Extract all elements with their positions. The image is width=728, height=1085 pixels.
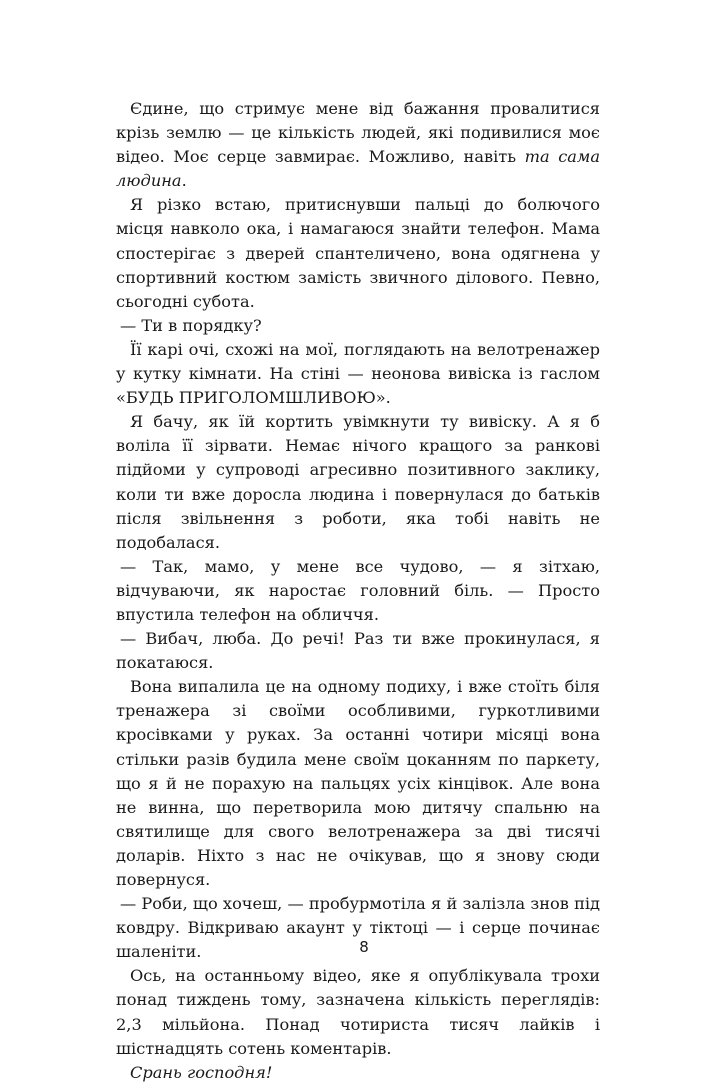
paragraph-10: Ось, на останньому відео, яке я опублікувала трохи понад тиждень тому, зазначена кількість переглядів: 2,3 мільйона. Понад чотириста тисяч лайків і шістнадцять сотень коментарів. [116, 966, 600, 1058]
paragraph-3-dialogue: — Ти в порядку? [120, 315, 262, 335]
paragraph-1-italic: та сама людина [116, 147, 600, 191]
paragraph-5: Я бачу, як їй кортить увімкнути ту вивіску. А я б воліла її зірвати. Немає нічого кращого за ранкові підйоми у супроводі агресивно позитивного заклику, коли ти вже доросла людина і повернулася до батьків після звільнення з роботи, яка тобі навіть не подобалася. [116, 412, 600, 552]
paragraph-7-dialogue: — Вибач, люба. До речі! Раз ти вже прокинулася, я покатаюся. [116, 629, 600, 673]
paragraph-1-tail: . [181, 171, 187, 191]
paragraph-1 [116, 97, 600, 193]
body-text [116, 97, 600, 1085]
page-number: 8 [359, 938, 369, 956]
paragraph-8: Вона випалила це на одному подиху, і вже стоїть біля тренажера зі своїми особливими, гуркотливими кросівками у руках. За останні чотири місяці вона стільки разів будила мене своїм цоканням по паркету, що я й не порахую на пальцях усіх кінцівок. Але вона не винна, що перетворила мою дитячу спальню на святилище для свого велотренажера за дві тисячі доларів. Ніхто з нас не очікував, що я знову сюди повернуся. [116, 677, 600, 889]
paragraph-11-italic: Срань господня! [130, 1062, 273, 1082]
paragraph-9-dialogue: — Роби, що хочеш, — пробурмотіла я й залізла знов під ковдру. Відкриваю акаунт у тіктоці — і серце починає шаленіти. [116, 894, 600, 962]
paragraph-2: Я різко встаю, притиснувши пальці до болючого місця навколо ока, і намагаюся знайти телефон. Мама спостерігає з дверей спантеличено, вона одягнена у спортивний костюм замість звичного ділового. Певно, сьогодні субота. [116, 195, 600, 311]
paragraph-1-text: Єдине, що стримує мене від бажання провалитися крізь землю — це кількість людей, які подивилися моє відео. Моє серце завмирає. Можливо, навіть [116, 99, 600, 167]
paragraph-11 [116, 1061, 600, 1085]
paragraph-6-dialogue: — Так, мамо, у мене все чудово, — я зітхаю, відчуваючи, як наростає головний біль. — Просто впустила телефон на обличчя. [116, 556, 600, 624]
paragraph-4: Її карі очі, схожі на мої, поглядають на велотренажер у кутку кімнати. На стіні — неонова вивіска із гаслом «БУДЬ ПРИГОЛОМШЛИВОЮ». [116, 339, 600, 408]
